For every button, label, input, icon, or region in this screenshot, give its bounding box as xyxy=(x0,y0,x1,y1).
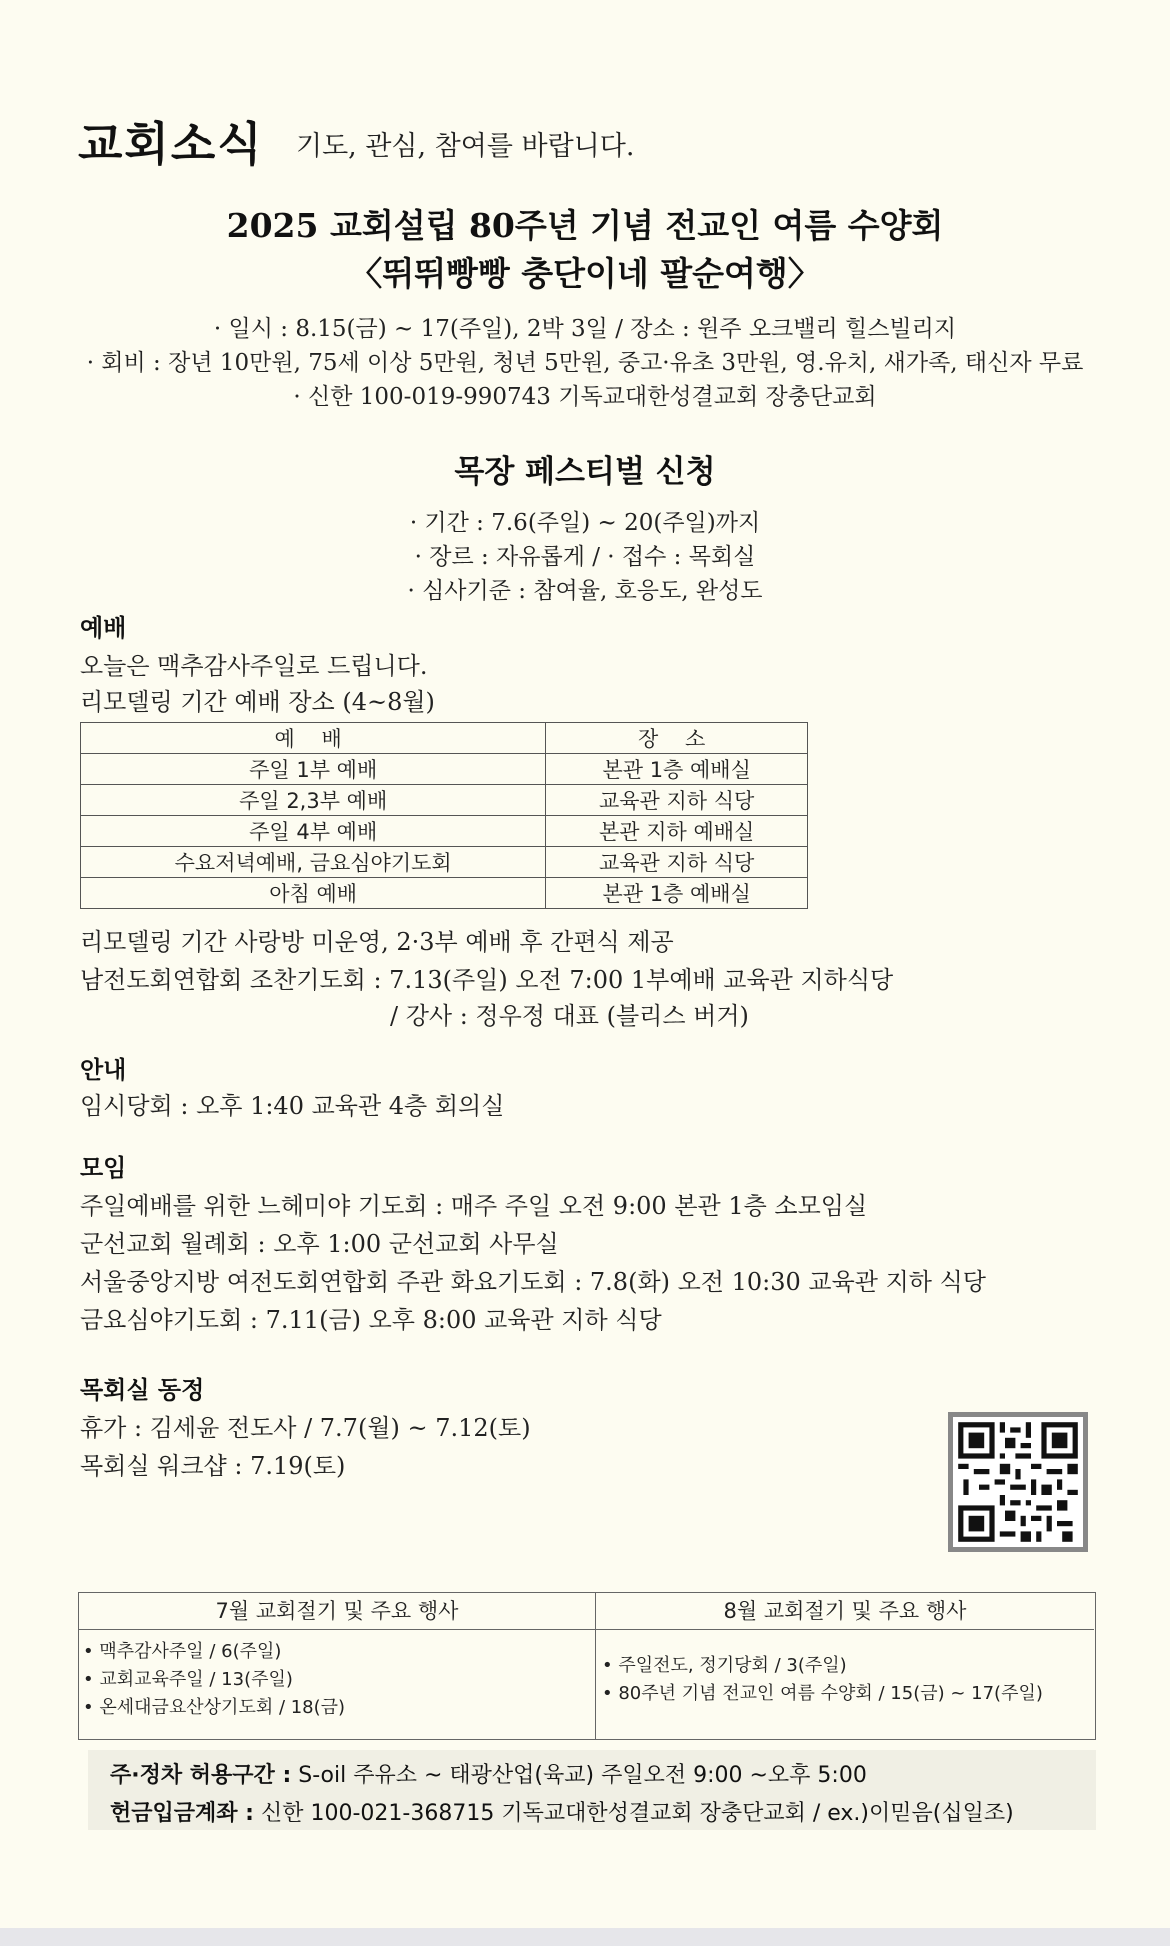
july-events-column xyxy=(79,1593,596,1739)
table-header-row xyxy=(81,723,808,754)
table-header: 예 배 xyxy=(81,723,546,754)
account-label: 헌금입금계좌 : xyxy=(110,1801,254,1826)
page-title: 교회소식 xyxy=(78,117,264,171)
page-subtitle: 기도, 관심, 참여를 바랍니다. xyxy=(296,131,635,162)
retreat-title-1: 2025 교회설립 80주년 기념 전교인 여름 수양회 xyxy=(226,206,944,245)
august-events-title: 8월 교회절기 및 주요 행사 xyxy=(596,1593,1094,1630)
worship-note: / 강사 : 정우정 대표 (블리스 버거) xyxy=(390,1002,749,1030)
table-row xyxy=(81,785,808,816)
table-cell: 주일 4부 예배 xyxy=(81,816,546,847)
list-item: • 교회교육주일 / 13(주일) xyxy=(83,1669,293,1690)
table-cell: 교육관 지하 식당 xyxy=(546,847,808,878)
parking-value: S-oil 주유소 ~ 태광산업(육교) 주일오전 9:00 ~오후 5:00 xyxy=(298,1763,867,1788)
worship-line: 오늘은 맥추감사주일로 드립니다. xyxy=(80,652,428,680)
july-events-title: 7월 교회절기 및 주요 행사 xyxy=(79,1593,595,1630)
list-item: • 80주년 기념 전교인 여름 수양회 / 15(금) ~ 17(주일) xyxy=(602,1683,1043,1704)
account-info xyxy=(110,1796,1014,1827)
august-events-list xyxy=(596,1630,1094,1708)
list-item: • 맥추감사주일 / 6(주일) xyxy=(83,1641,282,1662)
meeting-line: 서울중앙지방 여전도회연합회 주관 화요기도회 : 7.8(화) 오전 10:30 교육관 지하 식당 xyxy=(80,1268,986,1296)
parking-label: 주·정차 허용구간 : xyxy=(110,1763,292,1788)
table-header: 장 소 xyxy=(546,723,808,754)
table-row xyxy=(81,878,808,909)
worship-note: 리모델링 기간 사랑방 미운영, 2·3부 예배 후 간편식 제공 xyxy=(80,928,674,956)
festival-detail: · 심사기준 : 참여율, 호응도, 완성도 xyxy=(407,578,763,604)
list-item: • 온세대금요산상기도회 / 18(금) xyxy=(83,1697,346,1718)
festival-detail: · 기간 : 7.6(주일) ~ 20(주일)까지 xyxy=(409,510,761,536)
pastor-line: 목회실 워크샵 : 7.19(토) xyxy=(80,1452,346,1480)
table-cell: 본관 1층 예배실 xyxy=(546,754,808,785)
parking-info xyxy=(110,1758,867,1789)
table-cell: 아침 예배 xyxy=(81,878,546,909)
qr-code-icon[interactable] xyxy=(948,1412,1088,1552)
festival-detail: · 장르 : 자유롭게 / · 접수 : 목회실 xyxy=(414,544,756,570)
bottom-bar xyxy=(0,1928,1170,1946)
worship-heading: 예배 xyxy=(80,614,127,642)
worship-location-table xyxy=(80,722,808,909)
meeting-line: 금요심야기도회 : 7.11(금) 오후 8:00 교육관 지하 식당 xyxy=(80,1306,662,1334)
meeting-line: 군선교회 월례회 : 오후 1:00 군선교회 사무실 xyxy=(80,1230,559,1258)
table-cell: 교육관 지하 식당 xyxy=(546,785,808,816)
notice-heading: 안내 xyxy=(80,1056,127,1084)
retreat-detail: · 일시 : 8.15(금) ~ 17(주일), 2박 3일 / 장소 : 원주 오크밸리 힐스빌리지 xyxy=(213,316,957,342)
table-cell: 주일 1부 예배 xyxy=(81,754,546,785)
pastor-line: 휴가 : 김세윤 전도사 / 7.7(월) ~ 7.12(토) xyxy=(80,1414,531,1442)
list-item: • 주일전도, 정기당회 / 3(주일) xyxy=(602,1655,847,1676)
notice-line: 임시당회 : 오후 1:40 교육관 4층 회의실 xyxy=(80,1092,505,1120)
meetings-heading: 모임 xyxy=(80,1154,127,1182)
worship-line: 리모델링 기간 예배 장소 (4~8월) xyxy=(80,688,435,716)
footer-info xyxy=(88,1750,1096,1830)
table-row xyxy=(81,754,808,785)
festival-title: 목장 페스티벌 신청 xyxy=(454,454,716,490)
table-row xyxy=(81,816,808,847)
table-row xyxy=(81,847,808,878)
retreat-detail: · 회비 : 장년 10만원, 75세 이상 5만원, 청년 5만원, 중고·유초 3만원, 영.유치, 새가족, 태신자 무료 xyxy=(86,350,1084,376)
retreat-title-2: 〈뛰뛰빵빵 충단이네 팔순여행〉 xyxy=(349,254,821,293)
meeting-line: 주일예배를 위한 느헤미야 기도회 : 매주 주일 오전 9:00 본관 1층 소모임실 xyxy=(80,1192,868,1220)
worship-note: 남전도회연합회 조찬기도회 : 7.13(주일) 오전 7:00 1부예배 교육관 지하식당 xyxy=(80,966,894,994)
table-cell: 수요저녁예배, 금요심야기도회 xyxy=(81,847,546,878)
qr-code-graphic xyxy=(953,1417,1083,1547)
table-cell: 주일 2,3부 예배 xyxy=(81,785,546,816)
july-events-list xyxy=(79,1630,595,1722)
retreat-detail: · 신한 100-019-990743 기독교대한성결교회 장충단교회 xyxy=(293,384,877,410)
table-cell: 본관 1층 예배실 xyxy=(546,878,808,909)
august-events-column xyxy=(596,1593,1094,1739)
events-table xyxy=(78,1592,1096,1740)
table-cell: 본관 지하 예배실 xyxy=(546,816,808,847)
account-value: 신한 100-021-368715 기독교대한성결교회 장충단교회 / ex.)이믿음(십일조) xyxy=(260,1801,1014,1826)
pastor-heading: 목회실 동정 xyxy=(80,1376,205,1404)
